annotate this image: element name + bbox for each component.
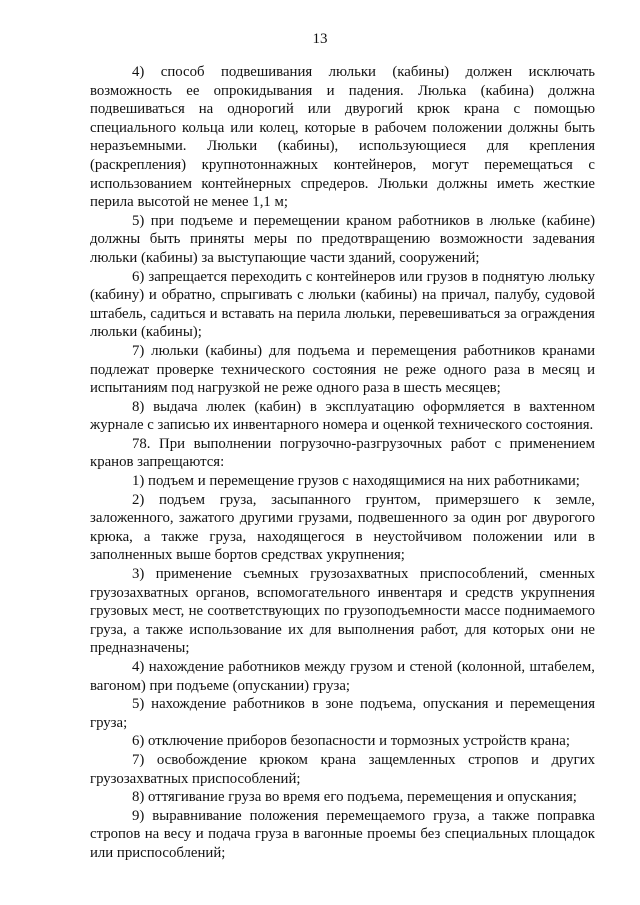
paragraph-prohibition-8: 8) оттягивание груза во время его подъема, перемещения и опускания; [132,789,577,806]
paragraph-prohibition-4: 4) нахождение работников между грузом и стеной (колонной, штабелем, вагоном) при подъеме (опускании) груза; [90,659,595,694]
paragraph-item-5-snag-prevention: 5) при подъеме и перемещении краном работников в люльке (кабине) должны быть приняты меры по предотвращению возможности задевания люльки (кабины) за выступающие части зданий, сооружений; [90,212,595,266]
paragraph-prohibition-7: 7) освобождение крюком крана защемленных стропов и других грузозахватных приспособлений; [90,751,595,787]
paragraph-prohibition-1: 1) подъем и перемещение грузов с находящимися на них работниками; [132,473,580,490]
paragraph-item-8-commissioning: 8) выдача люлек (кабин) в эксплуатацию оформляется в вахтенном журнале с записью их инвентарного номера и оценкой технического состояния. [90,398,595,434]
paragraph-item-7-inspection: 7) люльки (кабины) для подъема и перемещения работников кранами подлежат проверке технического состояния не реже одного раза в месяц и испытаниям под нагрузкой не реже одного раза в шесть месяцев; [90,342,595,397]
document-body [90,63,595,863]
paragraph-prohibition-3: 3) применение съемных грузозахватных приспособлений, сменных грузозахватных органов, вспомогательного инвентаря и средств укрупнения грузовых мест, не соответствующих по грузоподъемности массе поднимаемого груза, а также использование их для выполнения работ, для которых они не предназначены; [90,566,595,657]
paragraph-prohibition-5: 5) нахождение работников в зоне подъема, опускания и перемещения груза; [90,696,595,731]
paragraph-prohibition-9: 9) выравнивание положения перемещаемого груза, а также поправка стропов на весу и подача груза в вагонные проемы без специальных площадок или приспособлений; [90,807,595,861]
paragraph-clause-78-heading: 78. При выполнении погрузочно-разгрузочных работ с применением кранов запрещаются: [90,435,595,471]
paragraph-prohibition-2: 2) подъем груза, засыпанного грунтом, примерзшего к земле, заложенного, зажатого другими грузами, подвешенного за один рог двурогого крюка, а также груза, находящегося в неустойчивом положении или в заполненных выше бортов средствах укрупнения; [90,491,595,564]
paragraph-item-6-transfer-prohibition: 6) запрещается переходить с контейнеров или грузов в поднятую люльку (кабину) и обратно, спрыгивать с люльки (кабины) на причал, палубу, судовой штабель, садиться и вставать на перила люльки, перевешиваться за ограждения люльки (кабины); [90,268,595,341]
paragraph-item-4-cabin-suspension: 4) способ подвешивания люльки (кабины) должен исключать возможность ее опрокидывания и падения. Люлька (кабина) должна подвешиваться на однорогий или двурогий крюк крана с помощью специального кольца или колец, которые в рабочем положении должны быть неразъемными. Люльки (кабины), использующиеся для крепления (раскрепления) крупнотоннажных контейнеров, могут перемещаться с использованием контейнерных спредеров. Люльки должны иметь жесткие перила высотой не менее 1,1 м; [90,64,595,211]
paragraph-prohibition-6: 6) отключение приборов безопасности и тормозных устройств крана; [132,733,570,750]
page-number: 13 [312,31,328,47]
